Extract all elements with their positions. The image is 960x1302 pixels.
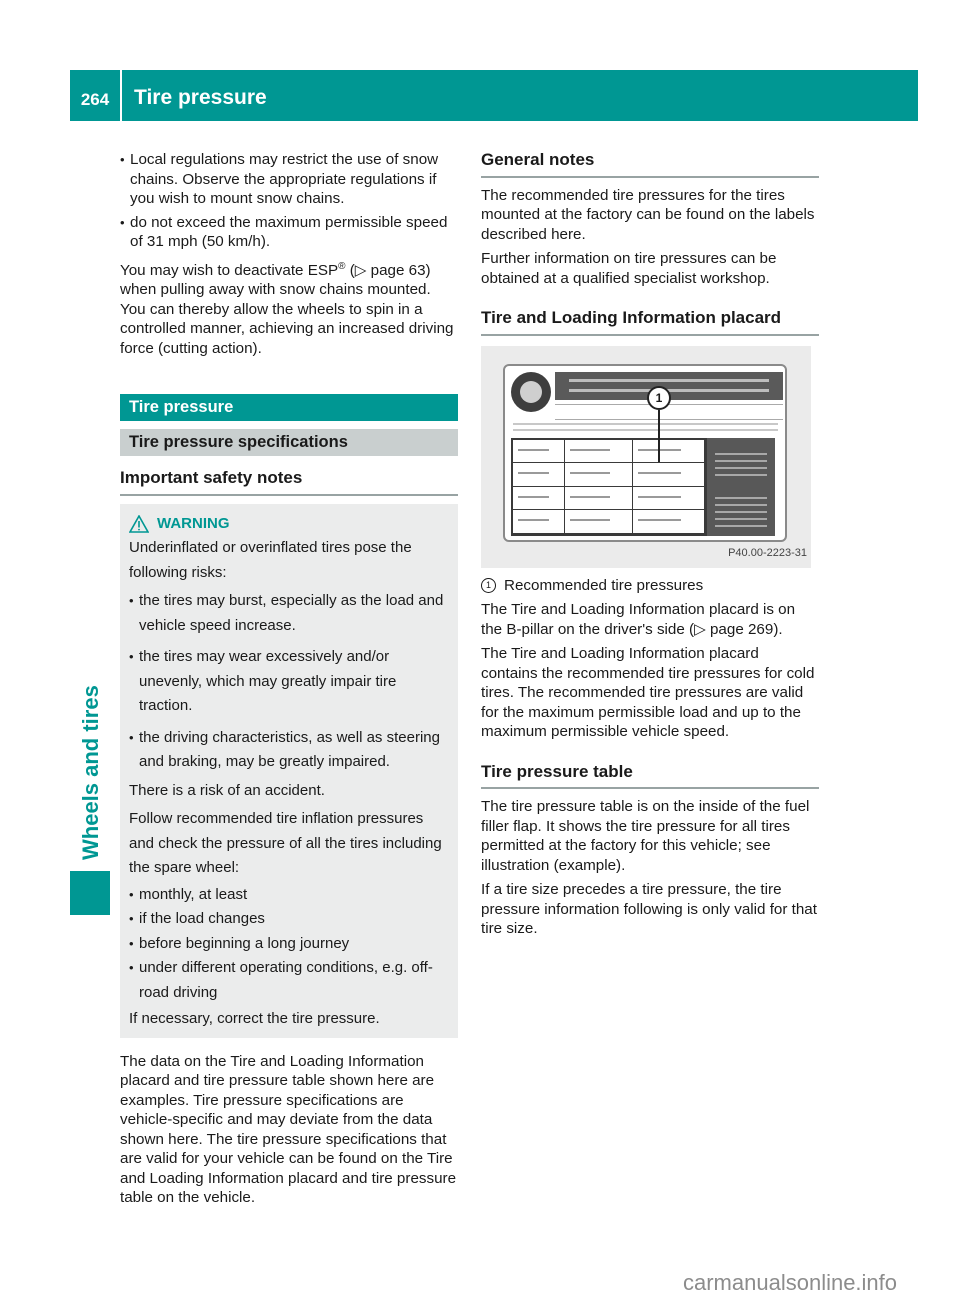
esp-paragraph bbox=[120, 257, 458, 359]
figure-legend bbox=[481, 576, 819, 596]
warning-box bbox=[120, 504, 458, 1038]
list-item: • if the load changes bbox=[129, 907, 449, 932]
list-item: • Local regulations may restrict the use of snow chains. Observe the appropriate regulations if you wish to mount snow chains. bbox=[120, 150, 458, 209]
list-item: • before beginning a long journey bbox=[129, 932, 449, 957]
page-reference-link[interactable]: (▷ page 63) bbox=[345, 261, 431, 279]
placard-tire-table bbox=[511, 438, 707, 536]
callout-1: 1 bbox=[647, 386, 671, 410]
list-item: • the driving characteristics, as well as steering and braking, may be greatly impaired. bbox=[129, 726, 449, 775]
warning-closing: If necessary, correct the tire pressure. bbox=[129, 1010, 380, 1028]
wheel-icon bbox=[511, 372, 551, 412]
esp-text-cont: when pulling away with snow chains mounted. You can thereby allow the wheels to spin in a controlled manner, achieving an increased driving force (cutting action). bbox=[120, 281, 454, 357]
general-notes-heading: General notes bbox=[481, 150, 819, 178]
page-number: 264 bbox=[70, 70, 122, 121]
registered-mark: ® bbox=[338, 260, 346, 272]
callout-line bbox=[658, 410, 660, 462]
paragraph: The Tire and Loading Information placard contains the recommended tire pressures for cold tires. The recommended tire pressures are valid for the maximum permissible load and up to the maximum permissible vehicle speed. bbox=[481, 645, 815, 740]
paragraph: The Tire and Loading Information placard is on the B-pillar on the driver's side (▷ page 269). bbox=[481, 601, 796, 638]
placard-manual-note bbox=[707, 438, 775, 536]
list-item: • under different operating conditions, e.g. off-road driving bbox=[129, 956, 449, 1005]
page-header bbox=[70, 70, 918, 121]
placard-heading: Tire and Loading Information placard bbox=[481, 308, 819, 336]
list-item: • the tires may burst, especially as the load and vehicle speed increase. bbox=[129, 589, 449, 638]
list-item: • the tires may wear excessively and/or unevenly, which may greatly impair tire traction. bbox=[129, 645, 449, 719]
list-item: • monthly, at least bbox=[129, 883, 449, 908]
legend-number-icon: 1 bbox=[481, 578, 496, 593]
warning-triangle-icon bbox=[129, 515, 149, 533]
warning-label: WARNING bbox=[157, 514, 230, 532]
legend-label: Recommended tire pressures bbox=[504, 576, 704, 594]
risk-statement: There is a risk of an accident. bbox=[129, 781, 325, 799]
placard-seating-row bbox=[555, 404, 783, 420]
check-list bbox=[129, 883, 449, 1006]
paragraph: Further information on tire pressures can be obtained at a qualified specialist workshop. bbox=[481, 250, 777, 287]
section-band: Tire pressure bbox=[120, 394, 458, 421]
chapter-tab-label: Wheels and tires bbox=[78, 685, 103, 860]
warning-instruction: Follow recommended tire inflation pressures and check the pressure of all the tires including the spare wheel: bbox=[129, 810, 442, 877]
placard-load-note bbox=[513, 423, 778, 425]
list-item: • do not exceed the maximum permissible speed of 31 mph (50 km/h). bbox=[120, 213, 458, 252]
left-column bbox=[120, 150, 458, 1213]
section-heading: Important safety notes bbox=[120, 468, 458, 496]
subsection-band: Tire pressure specifications bbox=[120, 429, 458, 456]
page-title: Tire pressure bbox=[134, 86, 267, 109]
chapter-tab-marker bbox=[70, 871, 110, 915]
tire-pressure-table-heading: Tire pressure table bbox=[481, 762, 819, 790]
warning-intro: Underinflated or overinflated tires pose the following risks: bbox=[129, 539, 412, 581]
snow-chain-bullets bbox=[120, 150, 458, 252]
right-column bbox=[481, 150, 819, 944]
watermark: carmanualsonline.info bbox=[683, 1270, 898, 1295]
warning-header bbox=[129, 512, 449, 537]
paragraph: The tire pressure table is on the inside of the fuel filler flap. It shows the tire pressure for all tires permitted at the factory for this vehicle; see illustration (example). bbox=[481, 798, 810, 874]
risk-list bbox=[129, 589, 449, 775]
outro-paragraph: The data on the Tire and Loading Information placard and tire pressure table shown here are examples. Tire pressure specifications are vehicle-specific and may deviate from the data shown here. The tire pressure specifications that are valid for your vehicle can be found on the Tire and Loading Information placard and tire pressure table on the vehicle. bbox=[120, 1052, 457, 1207]
figure-code: P40.00-2223-31 bbox=[728, 547, 807, 559]
esp-text: You may wish to deactivate ESP bbox=[120, 261, 339, 279]
placard bbox=[503, 364, 787, 542]
placard-illustration bbox=[481, 346, 811, 568]
paragraph: If a tire size precedes a tire pressure, the tire pressure information following is only valid for that tire size. bbox=[481, 881, 817, 937]
paragraph: The recommended tire pressures for the tires mounted at the factory can be found on the labels described here. bbox=[481, 186, 815, 243]
